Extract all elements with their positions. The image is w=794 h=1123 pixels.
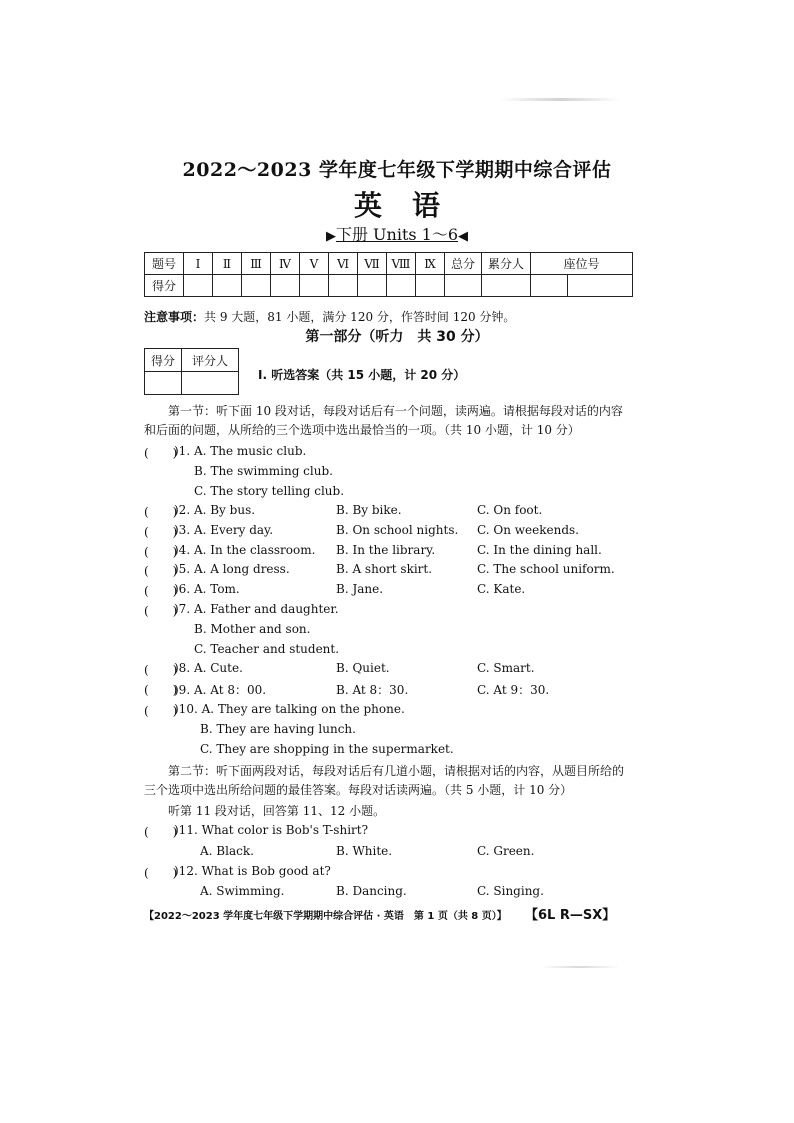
answer-bracket[interactable]: ( ) [144,584,178,598]
seat-cell[interactable] [568,275,633,297]
table-cell: Ⅴ [300,253,329,275]
answer-bracket[interactable]: ( ) [144,525,178,539]
option: C. On weekends. [477,523,579,537]
grader-score-cell[interactable] [145,372,182,395]
option: C. They are shopping in the supermarket. [200,742,454,756]
units-text: 下册 Units 1～6 [335,225,459,244]
option: B. A short skirt. [336,562,433,576]
page-footer: 【2022～2023 学年度七年级下学期期中综合评估 · 英语 第 1 页（共 8 页）】 [144,911,507,922]
section1-title: Ⅰ. 听选答案（共 15 小题，计 20 分） [258,368,466,382]
answer-bracket[interactable]: ( ) [144,663,178,677]
grader-table [144,348,239,395]
option: C. Green. [477,844,535,858]
answer-bracket[interactable]: ( ) [144,545,178,559]
notice-text: 共 9 大题，81 小题，满分 120 分，作答时间 120 分钟。 [204,310,516,324]
option: C. The story telling club. [194,484,345,498]
exam-title: 2022～2023 学年度七年级下学期期中综合评估 [182,159,612,181]
option: A. Black. [200,844,254,858]
answer-bracket[interactable]: ( ) [144,446,178,460]
answer-bracket[interactable]: ( ) [144,866,178,880]
question-stem: )8. A. Cute. [174,661,243,675]
question-stem: )12. What is Bob good at? [174,864,331,878]
option: B. They are having lunch. [200,722,356,736]
option: B. By bike. [336,503,402,517]
score-cell[interactable] [242,275,271,297]
option: B. Dancing. [336,884,407,898]
table-cell: Ⅳ [271,253,300,275]
answer-bracket[interactable]: ( ) [144,604,178,618]
notice [144,308,515,325]
score-cell[interactable] [387,275,416,297]
question-stem: )5. A. A long dress. [174,562,290,576]
option: B. On school nights. [336,523,459,537]
answer-bracket[interactable]: ( ) [144,505,178,519]
seat-cell[interactable] [531,275,568,297]
question-stem: )2. A. By bus. [174,503,256,517]
score-cell[interactable] [184,275,213,297]
score-cell[interactable] [445,275,482,297]
notice-label: 注意事项： [144,310,205,324]
option: C. Singing. [477,884,544,898]
question-stem: )4. A. In the classroom. [174,543,316,557]
part1-title: 第一部分（听力 共 30 分） [305,329,489,345]
question-stem: )1. A. The music club. [174,444,307,458]
answer-bracket[interactable]: ( ) [144,564,178,578]
option: B. Quiet. [336,661,390,675]
answer-bracket[interactable]: ( ) [144,825,178,839]
answer-bracket[interactable]: ( ) [144,704,178,718]
score-cell[interactable] [482,275,531,297]
score-table-score-row [145,275,531,297]
table-cell: Ⅱ [213,253,242,275]
score-cell[interactable] [329,275,358,297]
option: B. In the library. [336,543,436,557]
option: C. Teacher and student. [194,642,340,656]
option: B. Jane. [336,582,384,596]
score-table-header-row [145,253,531,275]
seat-label: 座位号 [531,253,633,275]
score-cell[interactable] [416,275,445,297]
table-cell: Ⅲ [242,253,271,275]
table-cell: Ⅶ [358,253,387,275]
option: C. At 9：30. [477,683,550,697]
table-cell: 得分 [145,275,184,297]
question-stem: )6. A. Tom. [174,582,240,596]
section1-part2-instructions: 第二节：听下面两段对话，每段对话后有几道小题，请根据对话的内容，从题目所给的三个选项中选出所给问题的最佳答案。每段对话读两遍。（共 5 小题，计 10 分） [144,764,625,797]
section1-part1-instructions: 第一节：听下面 10 段对话，每段对话后有一个问题，读两遍。请根据每段对话的内容和后面的问题，从所给的三个选项中选出最恰当的一项。（共 10 小题，计 10 分） [144,404,623,437]
table-cell: 累分人 [482,253,531,275]
option: B. At 8：30. [336,683,409,697]
table-cell: Ⅰ [184,253,213,275]
score-cell[interactable] [300,275,329,297]
question-stem: )11. What color is Bob's T-shirt? [174,823,369,837]
option: C. Kate. [477,582,526,596]
option: C. Smart. [477,661,535,675]
score-cell[interactable] [213,275,242,297]
scan-artifact [500,98,620,101]
grader-name-cell[interactable] [182,372,239,395]
grader-name-label: 评分人 [182,349,239,372]
score-cell[interactable] [358,275,387,297]
option: B. Mother and son. [194,622,311,636]
table-cell: 总分 [445,253,482,275]
option: A. Swimming. [200,884,285,898]
score-table [144,252,531,297]
answer-bracket[interactable]: ( ) [144,683,178,697]
scan-artifact [540,966,620,968]
table-cell: 题号 [145,253,184,275]
units-label [0,222,794,245]
option: C. On foot. [477,503,543,517]
score-cell[interactable] [271,275,300,297]
grader-score-label: 得分 [145,349,182,372]
option: B. The swimming club. [194,464,333,478]
dialog11-intro: 听第 11 段对话，回答第 11、12 小题。 [168,804,386,818]
question-stem: )10. A. They are talking on the phone. [174,702,405,716]
option: C. The school uniform. [477,562,615,576]
option: C. In the dining hall. [477,543,602,557]
table-cell: Ⅸ [416,253,445,275]
table-cell: Ⅷ [387,253,416,275]
option: B. White. [336,844,393,858]
right-triangle-icon: ▶ [325,229,336,244]
seat-table [530,252,633,297]
question-stem: )3. A. Every day. [174,523,274,537]
question-stem: )7. A. Father and daughter. [174,602,339,616]
left-triangle-icon: ◀ [458,229,469,244]
question-stem: )9. A. At 8：00. [174,683,267,697]
exam-code: 【6L R—SX】 [525,908,616,923]
table-cell: Ⅵ [329,253,358,275]
subject-title: 英语 [353,189,470,222]
